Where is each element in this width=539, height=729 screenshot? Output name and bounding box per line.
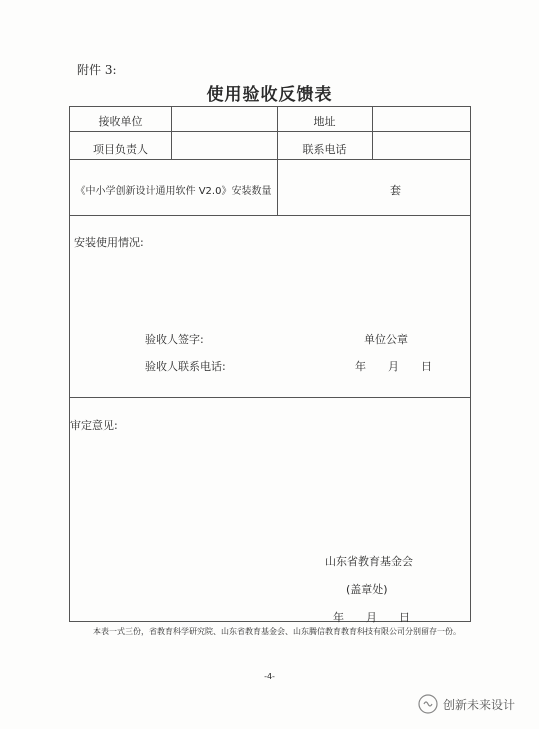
attachment-label: 附件 3:: [77, 63, 117, 77]
contact-phone-field[interactable]: [374, 135, 468, 155]
col-divider: [372, 107, 373, 159]
watermark-text: 创新未来设计: [443, 697, 516, 712]
usage-label: 安装使用情况:: [74, 236, 144, 249]
review-label: 审定意见:: [70, 419, 118, 432]
watermark: [418, 694, 515, 714]
feedback-form-table: [69, 106, 471, 622]
unit-seal-label: 单位公章: [364, 333, 408, 346]
footnote: 本表一式三份，省教育科学研究院、山东省教育基金会、山东腾信教育教育科技有限公司分别留存一份。: [93, 627, 461, 636]
contact-phone-label: 联系电话: [302, 143, 347, 156]
usage-date: 年 月 日: [355, 360, 432, 373]
install-count-label: 《中小学创新设计通用软件 V2.0》安装数量: [75, 186, 272, 197]
page-number: -4-: [264, 672, 275, 681]
address-field[interactable]: [374, 109, 468, 129]
receiving-unit-label: 接收单位: [98, 115, 143, 128]
row-divider: [70, 159, 470, 160]
project-lead-field[interactable]: [173, 135, 276, 155]
project-lead-label: 项目负责人: [93, 143, 148, 156]
install-count-field[interactable]: [282, 167, 382, 207]
address-label: 地址: [313, 115, 336, 128]
col-divider: [171, 107, 172, 159]
row-divider: [70, 397, 470, 398]
receiving-unit-field[interactable]: [173, 109, 276, 129]
wechat-icon: [418, 694, 438, 714]
inspector-sign-label: 验收人签字:: [145, 333, 204, 346]
inspector-phone-label: 验收人联系电话:: [145, 360, 226, 373]
form-title: 使用验收反馈表: [206, 85, 333, 105]
review-date: 年 月 日: [333, 611, 410, 624]
unit-sets-label: 套: [390, 184, 401, 197]
org-name: 山东省教育基金会: [325, 555, 413, 568]
row-divider: [70, 215, 470, 216]
seal-note: (盖章处): [346, 583, 388, 596]
row-divider: [70, 131, 470, 132]
